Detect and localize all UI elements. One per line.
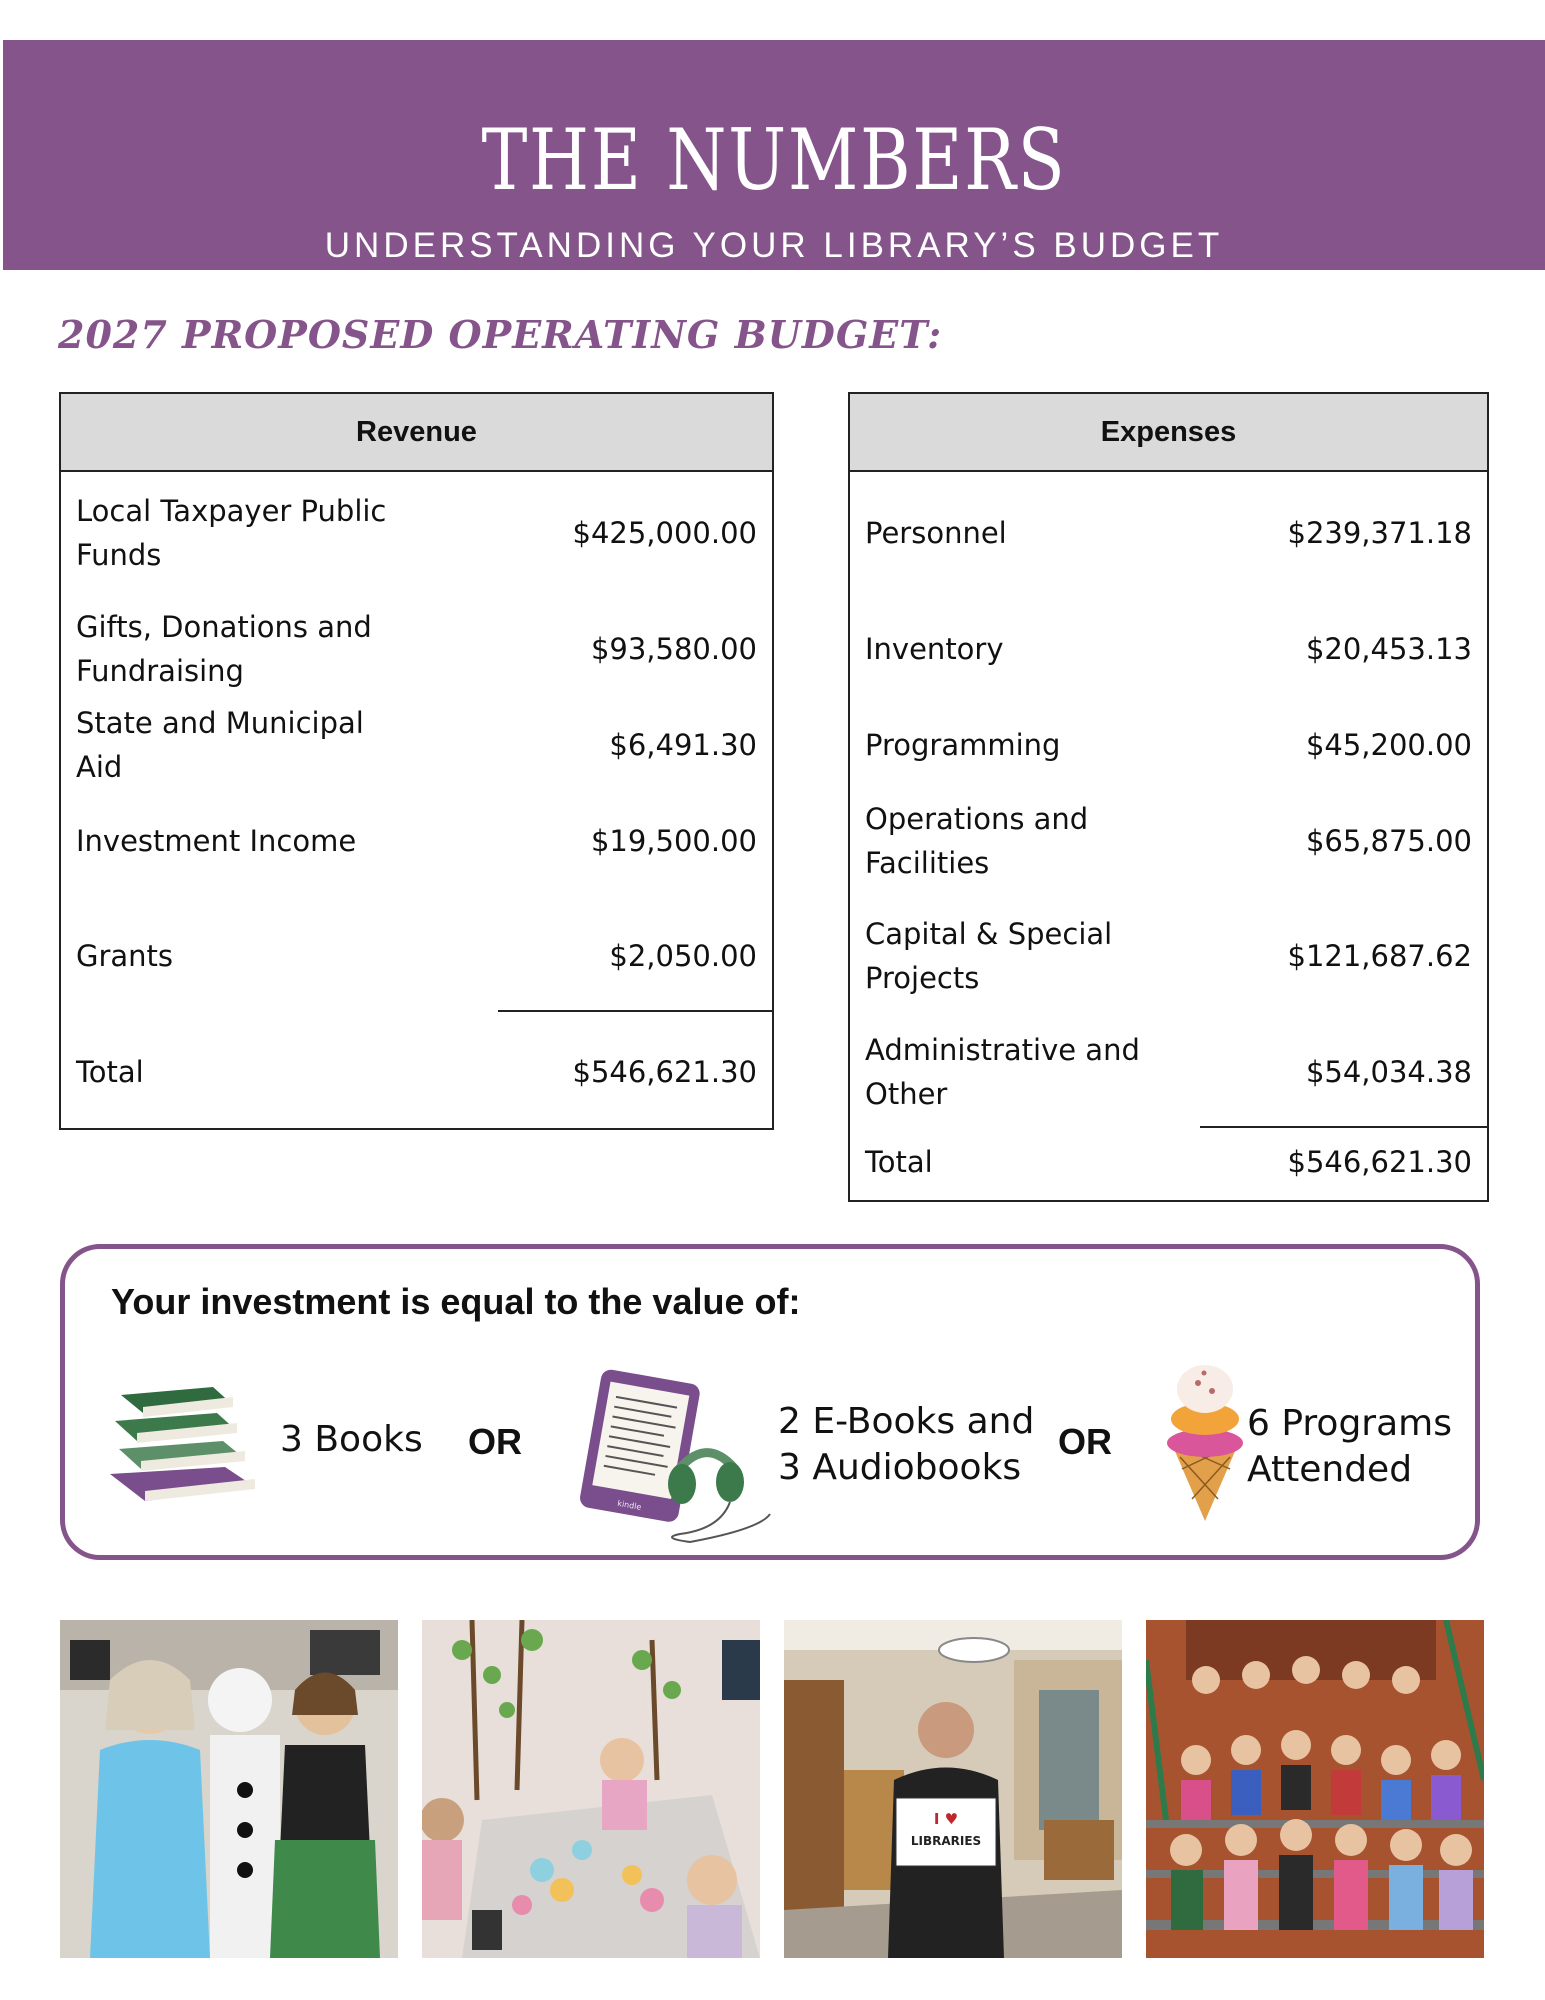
or-separator: OR: [1058, 1421, 1112, 1462]
table-row: [850, 485, 1487, 581]
ebooks-text: [778, 1399, 1034, 1491]
item-line: 3 Books: [280, 1419, 423, 1460]
row-amount: $45,200.00: [1305, 728, 1472, 762]
row-amount: $2,050.00: [609, 939, 757, 973]
total-row: [61, 1024, 772, 1120]
total-row: [850, 1134, 1487, 1190]
row-label: Operations and Facilities: [865, 802, 1089, 880]
total-amount: $546,621.30: [1287, 1145, 1472, 1179]
row-amount: $20,453.13: [1305, 632, 1472, 666]
table-row: [61, 793, 772, 889]
table-row: [61, 697, 772, 793]
section-title: 2027 PROPOSED OPERATING BUDGET:: [58, 312, 943, 357]
books-icon: [105, 1379, 265, 1509]
page-title: THE NUMBERS: [481, 111, 1067, 209]
page-subtitle: UNDERSTANDING YOUR LIBRARY’S BUDGET: [324, 226, 1224, 265]
row-amount: $425,000.00: [572, 516, 757, 550]
row-label: Programming: [865, 728, 1061, 762]
patron-sign-photo: [784, 1620, 1122, 1958]
row-label: State and Municipal Aid: [76, 706, 364, 784]
table-row: [61, 485, 772, 581]
item-line: 3 Audiobooks: [778, 1447, 1022, 1488]
total-divider: [498, 1010, 772, 1012]
programs-text: [1247, 1401, 1452, 1493]
row-amount: $239,371.18: [1287, 516, 1472, 550]
poster-line-1: I ♥: [933, 1810, 959, 1828]
kids-craft-photo: [422, 1620, 760, 1958]
revenue-header: Revenue: [61, 394, 772, 472]
row-amount: $93,580.00: [590, 632, 757, 666]
item-line: Attended: [1247, 1449, 1413, 1490]
row-amount: $6,491.30: [609, 728, 757, 762]
ereader-headphones-icon: [570, 1364, 780, 1549]
expenses-header: Expenses: [850, 394, 1487, 472]
item-line: 6 Programs: [1247, 1403, 1452, 1444]
total-amount: $546,621.30: [572, 1055, 757, 1089]
total-label: Total: [76, 1055, 144, 1089]
row-label: Grants: [76, 939, 174, 973]
row-label: Administrative and Other: [865, 1033, 1140, 1111]
table-row: [61, 601, 772, 697]
row-label: Capital & Special Projects: [865, 917, 1113, 995]
table-row: [850, 601, 1487, 697]
item-line: 2 E-Books and: [778, 1401, 1035, 1442]
row-amount: $121,687.62: [1287, 939, 1472, 973]
row-label: Inventory: [865, 632, 1004, 666]
ice-cream-icon: [1160, 1349, 1250, 1524]
table-row: [850, 697, 1487, 793]
table-row: [61, 908, 772, 1004]
row-label: Local Taxpayer Public Funds: [76, 494, 387, 572]
row-label: Investment Income: [76, 824, 357, 858]
costume-characters-photo: [60, 1620, 398, 1958]
row-amount: $65,875.00: [1305, 824, 1472, 858]
expenses-table: [848, 392, 1489, 1202]
poster-line-2: LIBRARIES: [910, 1834, 982, 1848]
row-label: Personnel: [865, 516, 1007, 550]
revenue-table: [59, 392, 774, 1130]
row-amount: $54,034.38: [1305, 1055, 1472, 1089]
total-divider: [1200, 1126, 1487, 1128]
kids-group-photo: [1146, 1620, 1484, 1958]
header-banner: [3, 40, 1545, 270]
total-label: Total: [865, 1145, 933, 1179]
row-amount: $19,500.00: [590, 824, 757, 858]
table-row: [850, 793, 1487, 889]
table-row: [850, 908, 1487, 1004]
table-row: [850, 1024, 1487, 1120]
investment-box: [60, 1244, 1480, 1560]
row-label: Gifts, Donations and Fundraising: [76, 610, 372, 688]
books-text: [280, 1417, 423, 1463]
or-separator: OR: [468, 1421, 522, 1462]
ereader-brand: kindle: [616, 1498, 643, 1512]
investment-heading: Your investment is equal to the value of:: [111, 1281, 801, 1322]
